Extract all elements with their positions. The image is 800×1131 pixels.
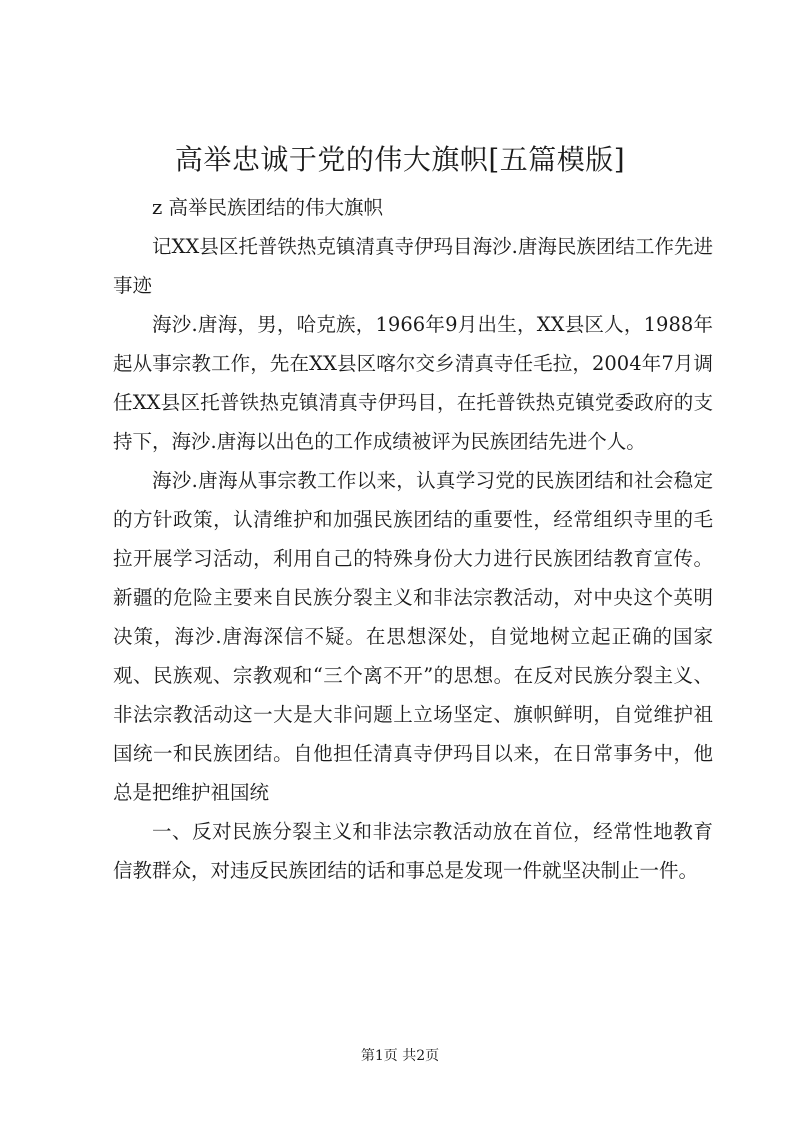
paragraph-heading: 记XX县区托普铁热克镇清真寺伊玛目海沙.唐海民族团结工作先进事迹 — [113, 235, 713, 297]
paragraph-work-record: 海沙.唐海从事宗教工作以来，认真学习党的民族团结和社会稳定的方针政策，认清维护和加强民族团结的重要性，经常组织寺里的毛拉开展学习活动，利用自己的特殊身份大力进行民族团结教育宣传。新疆的危险主要来自民族分裂主义和非法宗教活动，对中央这个英明决策，海沙.唐海深信不疑。在思想深处，自觉地树立起正确的国家观、民族观、宗教观和“三个离不开”的思想。在反对民族分裂主义、非法宗教活动这一大是大非问题上立场坚定、旗帜鲜明，自觉维护祖国统一和民族团结。自他担任清真寺伊玛目以来，在日常事务中，他总是把维护祖国统 — [113, 469, 713, 804]
paragraph-priority: 一、反对民族分裂主义和非法宗教活动放在首位，经常性地教育信教群众，对违反民族团结的话和事总是发现一件就坚决制止一件。 — [113, 820, 713, 882]
document-title: 高举忠诚于党的伟大旗帜[五篇模版] — [174, 143, 626, 176]
paragraph-biography: 海沙.唐海，男，哈克族，1966年9月出生，XX县区人，1988年起从事宗教工作，先在XX县区喀尔交乡清真寺任毛拉，2004年7月调任XX县区托普铁热克镇清真寺伊玛目，在托普铁热克镇党委政府的支持下，海沙.唐海以出色的工作成绩被评为民族团结先进个人。 — [113, 313, 713, 453]
paragraph-subtitle: z 高举民族团结的伟大旗帜 — [152, 196, 383, 219]
document-body — [113, 188, 713, 890]
page-number-footer: 第1页 共2页 — [360, 1048, 440, 1064]
